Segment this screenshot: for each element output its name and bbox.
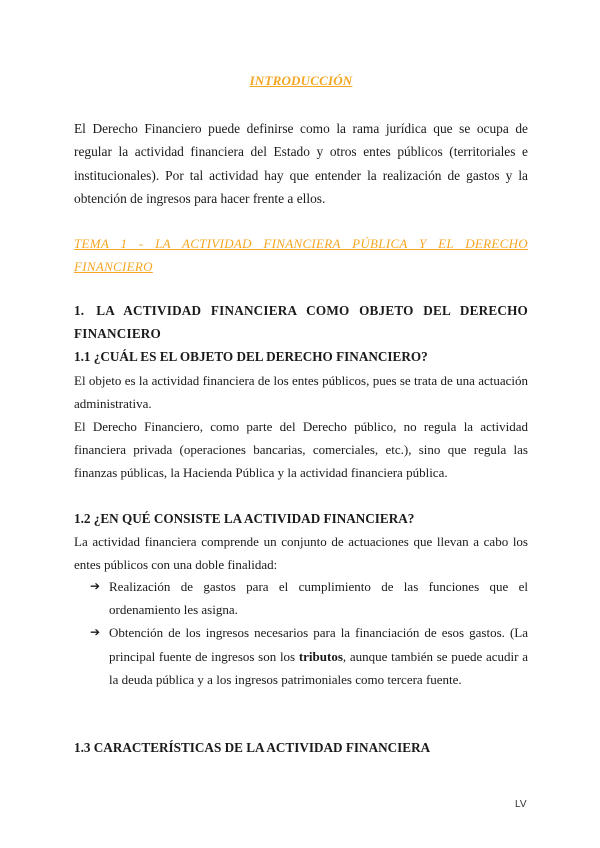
section-1-heading [74, 299, 528, 345]
section-1-3-heading: 1.3 CARACTERÍSTICAS DE LA ACTIVIDAD FINANCIERA [74, 740, 431, 755]
footer-initials: LV [515, 799, 527, 810]
section-1-1-paragraph-2: El Derecho Financiero, como parte del Derecho público, no regula la actividad financiera privada (operaciones bancarias, comerciales, etc.), sino que regula las finanzas públicas, la Hacienda Pública y la actividad financiera pública. [74, 419, 528, 481]
intro-title: INTRODUCCIÓN [249, 73, 353, 88]
section-1-2-intro: La actividad financiera comprende un conjunto de actuaciones que llevan a cabo los entes públicos con una doble finalidad: [74, 534, 528, 573]
bullet-text: Realización de gastos para el cumplimiento de las funciones que el ordenamiento les asigna. [109, 579, 528, 618]
tema-title: TEMA 1 - LA ACTIVIDAD FINANCIERA PÚBLICA Y EL DERECHO FINANCIERO [74, 236, 528, 274]
bullet-item [90, 575, 528, 621]
bullet-text-end: , aunque también se puede acudir a la deuda pública y a los ingresos patrimoniales como tercera fuente. [109, 648, 528, 687]
bullet-text-bold: tributos [298, 648, 343, 664]
section-1-2-heading: 1.2 ¿EN QUÉ CONSISTE LA ACTIVIDAD FINANCIERA? [74, 511, 415, 526]
arrow-right-icon: ➔ [90, 579, 101, 593]
section-1-1-heading: 1.1 ¿CUÁL ES EL OBJETO DEL DERECHO FINANCIERO? [74, 349, 428, 364]
section-1-number: 1. [74, 303, 85, 318]
intro-paragraph: El Derecho Financiero puede definirse como la rama jurídica que se ocupa de regular la actividad financiera del Estado y otros entes públicos (territoriales e institucionales). Por tal actividad hay que entender la realización de gastos y la obtención de ingresos para hacer frente a ellos. [74, 121, 528, 206]
bullet-item [90, 621, 528, 691]
section-1-2-bullet-list [90, 575, 528, 691]
section-1-title: LA ACTIVIDAD FINANCIERA COMO OBJETO DEL DERECHO FINANCIERO [74, 303, 528, 341]
bullet-text-start: Obtención de los ingresos necesarios para la financiación de esos gastos. (La principal fuente de ingresos son los [109, 625, 528, 664]
section-1-1-paragraph-1: El objeto es la actividad financiera de los entes públicos, pues se trata de una actuación administrativa. [74, 373, 528, 412]
arrow-right-icon: ➔ [90, 625, 101, 640]
